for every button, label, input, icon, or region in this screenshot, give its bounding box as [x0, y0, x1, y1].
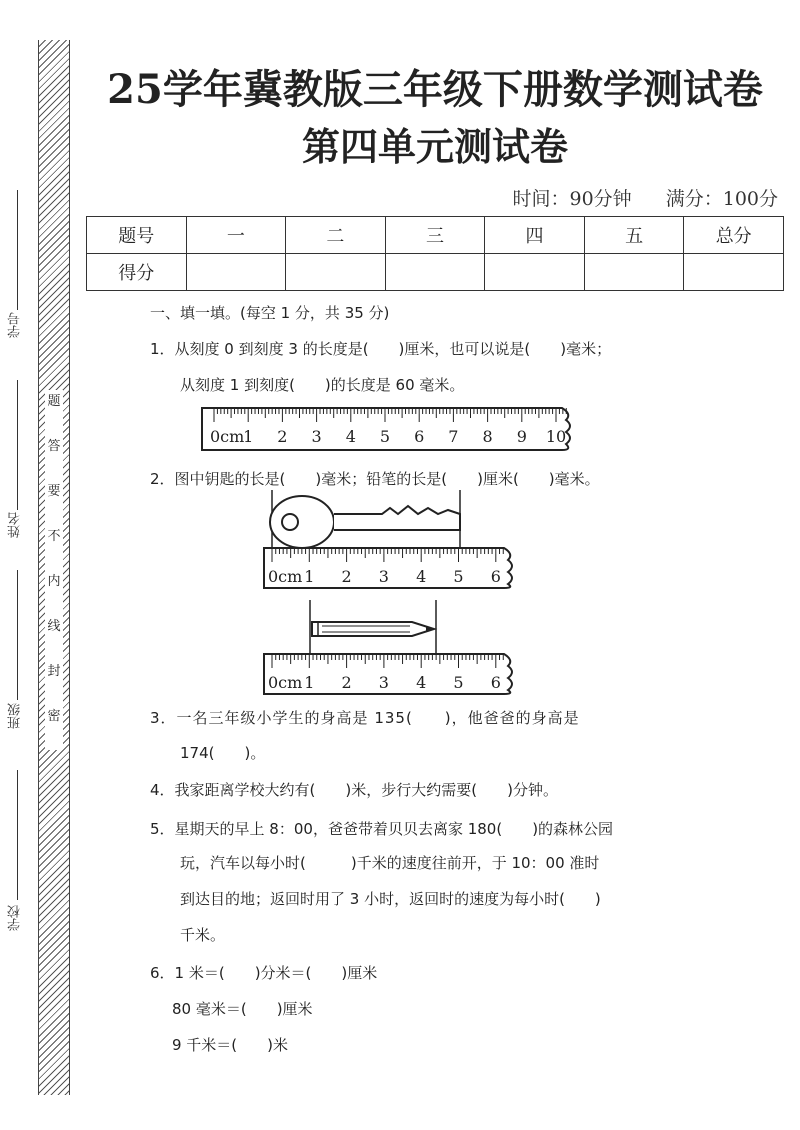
ruler-label: 1: [243, 427, 254, 446]
binding-margin: [0, 0, 80, 1130]
ruler-3: [262, 652, 522, 696]
seal-char: 答: [47, 439, 61, 454]
ruler-label: 0cm: [210, 427, 245, 446]
seal-char: 密: [47, 709, 61, 724]
seal-char: 内: [47, 574, 61, 589]
seal-char: 题: [47, 394, 61, 409]
q1-line1: 1．从刻度 0 到刻度 3 的长度是( )厘米，也可以说是( )毫米；: [150, 340, 612, 358]
ruler-2: [262, 546, 522, 590]
score-header-cell: 三: [385, 217, 485, 254]
ruler-label: 8: [482, 427, 493, 446]
score-row-label: 得分: [87, 254, 187, 291]
ruler-label: 5: [379, 427, 391, 446]
score-cell[interactable]: [286, 254, 386, 291]
student-no-line: [17, 190, 18, 310]
score-table: [86, 216, 784, 291]
seal-char: 不: [47, 529, 61, 544]
score-table-header-row: [87, 217, 784, 254]
score-cell[interactable]: [684, 254, 784, 291]
key-bow: [270, 496, 334, 548]
score-cell[interactable]: [485, 254, 585, 291]
exam-title: 25学年冀教版三年级下册数学测试卷: [107, 66, 763, 113]
q2-text: 2．图中钥匙的长是( )毫米；铅笔的长是( )厘米( )毫米。: [150, 470, 600, 488]
ruler-label: 1: [304, 567, 315, 586]
class-label: 班级: [8, 703, 23, 729]
section1-heading: 一、填一填。(每空 1 分，共 35 分): [150, 304, 390, 322]
ruler-label: 7: [448, 427, 459, 446]
seal-text: [45, 390, 63, 750]
ruler-label: 10: [545, 427, 567, 446]
score-cell[interactable]: [584, 254, 684, 291]
ruler-label: 5: [453, 673, 464, 692]
q6-line1: 6．1 米＝( )分米＝( )厘米: [150, 964, 378, 982]
q5-line2: 玩，汽车以每小时( )千米的速度往前开，于 10：00 准时: [180, 854, 600, 872]
exam-subtitle: 第四单元测试卷: [301, 124, 568, 169]
score-table-score-row: [87, 254, 784, 291]
score-header-cell: 四: [485, 217, 585, 254]
score-header-cell: 一: [186, 217, 286, 254]
score-header-cell: 五: [584, 217, 684, 254]
ruler-label: 1: [304, 673, 315, 692]
school-line: [17, 770, 18, 900]
score-header-cell: 总分: [684, 217, 784, 254]
q3-line2: 174( )。: [180, 744, 266, 762]
ruler-label: 2: [277, 427, 288, 446]
ruler-label: 2: [341, 673, 352, 692]
seal-char: 线: [47, 619, 61, 634]
student-no-label: 学号: [8, 312, 23, 338]
q1-line2: 从刻度 1 到刻度( )的长度是 60 毫米。: [180, 376, 465, 394]
ruler-label: 3: [378, 673, 389, 692]
seal-char: 封: [47, 664, 61, 679]
score-header-cell: 题号: [87, 217, 187, 254]
pencil-figure: [262, 600, 522, 660]
q4-text: 4．我家距离学校大约有( )米，步行大约需要( )分钟。: [150, 781, 558, 799]
seal-char: 要: [47, 484, 61, 499]
ruler-label: 4: [416, 567, 427, 586]
ruler-label: 3: [311, 427, 322, 446]
q3-line1: 3．一名三年级小学生的身高是 135( )，他爸爸的身高是: [150, 709, 580, 727]
ruler-label: 4: [416, 673, 427, 692]
score-cell[interactable]: [186, 254, 286, 291]
q6-line2: 80 毫米＝( )厘米: [172, 1000, 313, 1018]
pencil: [312, 622, 434, 636]
q5-line3: 到达目的地；返回时用了 3 小时，返回时的速度为每小时( ): [180, 890, 601, 908]
q5-line4: 千米。: [180, 926, 226, 944]
ruler-1: [200, 406, 580, 452]
ruler-label: 3: [378, 567, 389, 586]
ruler-label: 5: [453, 567, 464, 586]
ruler-label: 0cm: [268, 673, 303, 692]
q5-line1: 5．星期天的早上 8：00，爸爸带着贝贝去离家 180( )的森林公园: [150, 820, 614, 838]
name-line: [17, 380, 18, 510]
score-header-cell: 二: [286, 217, 386, 254]
score-cell[interactable]: [385, 254, 485, 291]
ruler-label: 4: [345, 427, 356, 446]
exam-full-score: 满分：100分: [665, 188, 778, 210]
key-blade: [334, 506, 460, 530]
name-label: 姓名: [8, 512, 23, 538]
ruler-label: 6: [490, 673, 501, 692]
ruler-label: 9: [516, 427, 527, 446]
ruler-label: 2: [341, 567, 352, 586]
q6-line3: 9 千米＝( )米: [172, 1036, 289, 1054]
class-line: [17, 570, 18, 700]
ruler-label: 6: [490, 567, 501, 586]
ruler-label: 6: [414, 427, 425, 446]
school-label: 学校: [8, 905, 23, 931]
ruler-label: 0cm: [268, 567, 303, 586]
exam-meta: [485, 184, 779, 211]
exam-time: 时间：90分钟: [512, 188, 632, 210]
